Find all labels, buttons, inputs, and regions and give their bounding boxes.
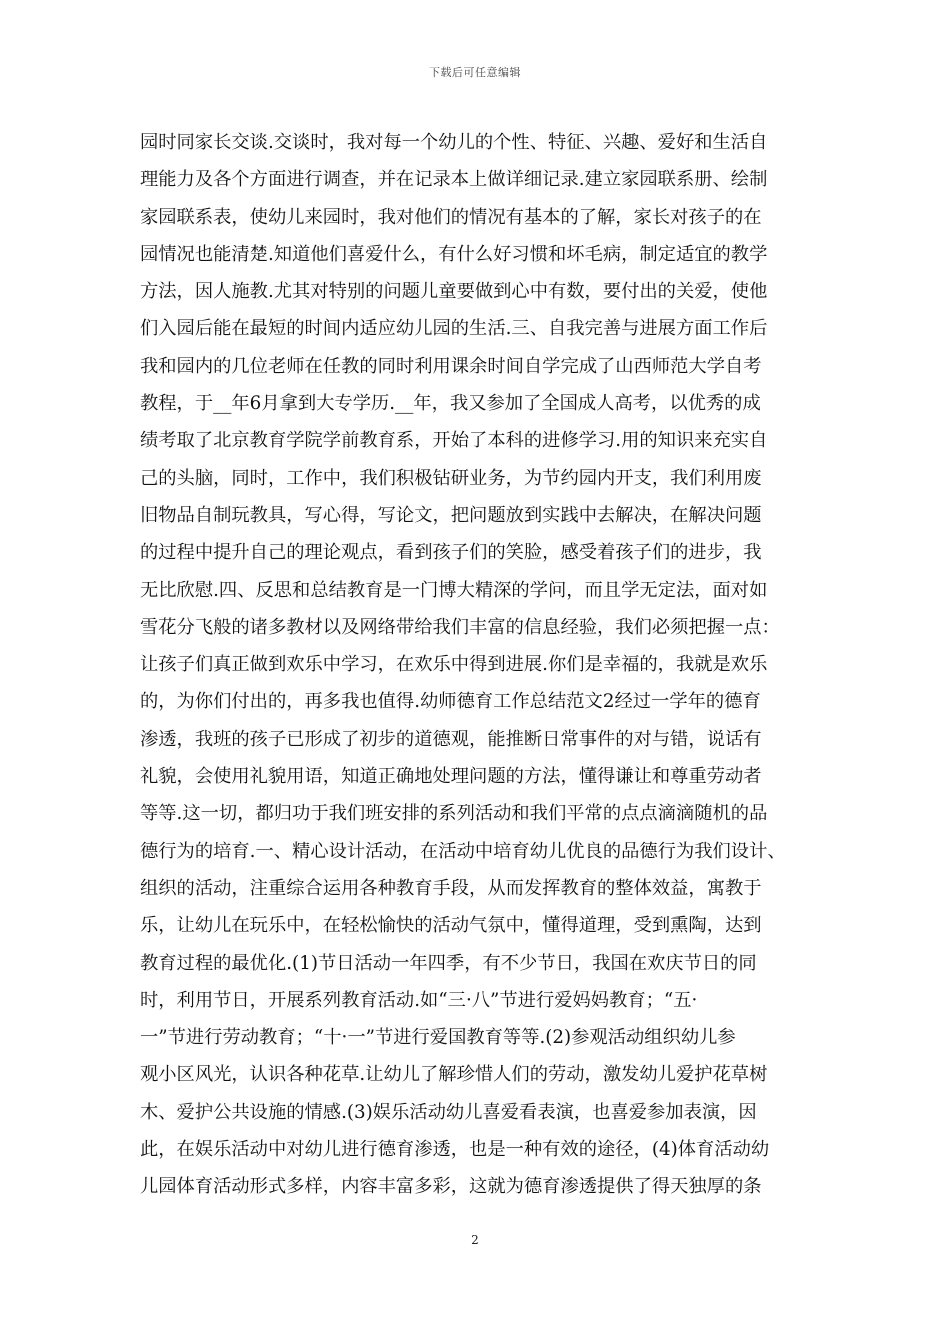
text-line: 教程，于__年6月拿到大专学历.__年，我又参加了全国成人高考，以优秀的成 [140, 393, 761, 415]
text-line: 无比欣慰.四、反思和总结教育是一门博大精深的学问，而且学无定法，面对如 [140, 579, 768, 601]
text-line: 礼貌，会使用礼貌用语，知道正确地处理问题的方法，懂得谦让和尊重劳动者 [140, 766, 762, 788]
text-line: 此，在娱乐活动中对幼儿进行德育渗透，也是一种有效的途径，(4)体育活动幼 [140, 1139, 770, 1161]
text-line: 的过程中提升自己的理论观点，看到孩子们的笑脸，感受着孩子们的进步，我 [140, 542, 762, 564]
text-line: 一”节进行劳动教育；“十·一”节进行爱国教育等等.(2)参观活动组织幼儿参 [140, 1027, 736, 1049]
text-line: 家园联系表，使幼儿来园时，我对他们的情况有基本的了解，家长对孩子的在 [140, 206, 762, 228]
page-header: 下载后可任意编辑 [429, 66, 521, 79]
text-line: 绩考取了北京教育学院学前教育系，开始了本科的进修学习.用的知识来充实自 [140, 430, 768, 452]
text-line: 木、爱护公共设施的情感.(3)娱乐活动幼儿喜爱看表演，也喜爱参加表演，因 [140, 1101, 757, 1123]
text-line: 教育过程的最优化.(1)节日活动一年四季，有不少节日，我国在欢庆节日的同 [140, 952, 757, 974]
text-line: 我和园内的几位老师在任教的同时利用课余时间自学完成了山西师范大学自考 [140, 355, 762, 377]
text-line: 德行为的培育.一、精心设计活动，在活动中培育幼儿优良的品德行为我们设计、 [140, 840, 786, 862]
text-line: 旧物品自制玩教具，写心得，写论文，把问题放到实践中去解决，在解决问题 [140, 504, 762, 526]
text-line: 乐，让幼儿在玩乐中，在轻松愉快的活动气氛中，懂得道理，受到熏陶，达到 [140, 915, 762, 937]
text-line: 们入园后能在最短的时间内适应幼儿园的生活.三、自我完善与进展方面工作后 [140, 318, 768, 340]
text-line: 观小区风光，认识各种花草.让幼儿了解珍惜人们的劳动，激发幼儿爱护花草树 [140, 1064, 768, 1086]
text-line: 理能力及各个方面进行调查，并在记录本上做详细记录.建立家园联系册、绘制 [140, 169, 768, 191]
text-line: 己的头脑，同时，工作中，我们积极钻研业务，为节约园内开支，我们利用废 [140, 467, 762, 489]
text-line: 方法，因人施教.尤其对特别的问题儿童要做到心中有数，要付出的关爱，使他 [140, 281, 768, 303]
text-line: 时，利用节日，开展系列教育活动.如“三·八”节进行爱妈妈教育；“五· [140, 989, 698, 1011]
text-line: 雪花分飞般的诸多教材以及网络带给我们丰富的信息经验，我们必须把握一点： [140, 616, 780, 638]
text-line: 让孩子们真正做到欢乐中学习，在欢乐中得到进展.你们是幸福的，我就是欢乐 [140, 654, 768, 676]
text-line: 园情况也能清楚.知道他们喜爱什么，有什么好习惯和坏毛病，制定适宜的教学 [140, 243, 768, 265]
text-line: 等等.这一切，都归功于我们班安排的系列活动和我们平常的点点滴滴随机的品 [140, 803, 768, 825]
text-line: 渗透，我班的孩子已形成了初步的道德观，能推断日常事件的对与错，说话有 [140, 728, 762, 750]
text-line: 儿园体育活动形式多样，内容丰富多彩，这就为德育渗透提供了得天独厚的条 [140, 1176, 762, 1198]
text-line: 组织的活动，注重综合运用各种教育手段，从而发挥教育的整体效益，寓教于 [140, 877, 762, 899]
page-number: 2 [471, 1233, 479, 1247]
text-line: 的，为你们付出的，再多我也值得.幼师德育工作总结范文2经过一学年的德育 [140, 691, 761, 713]
text-line: 园时同家长交谈.交谈时，我对每一个幼儿的个性、特征、兴趣、爱好和生活自 [140, 132, 768, 153]
document-body [140, 124, 822, 1206]
